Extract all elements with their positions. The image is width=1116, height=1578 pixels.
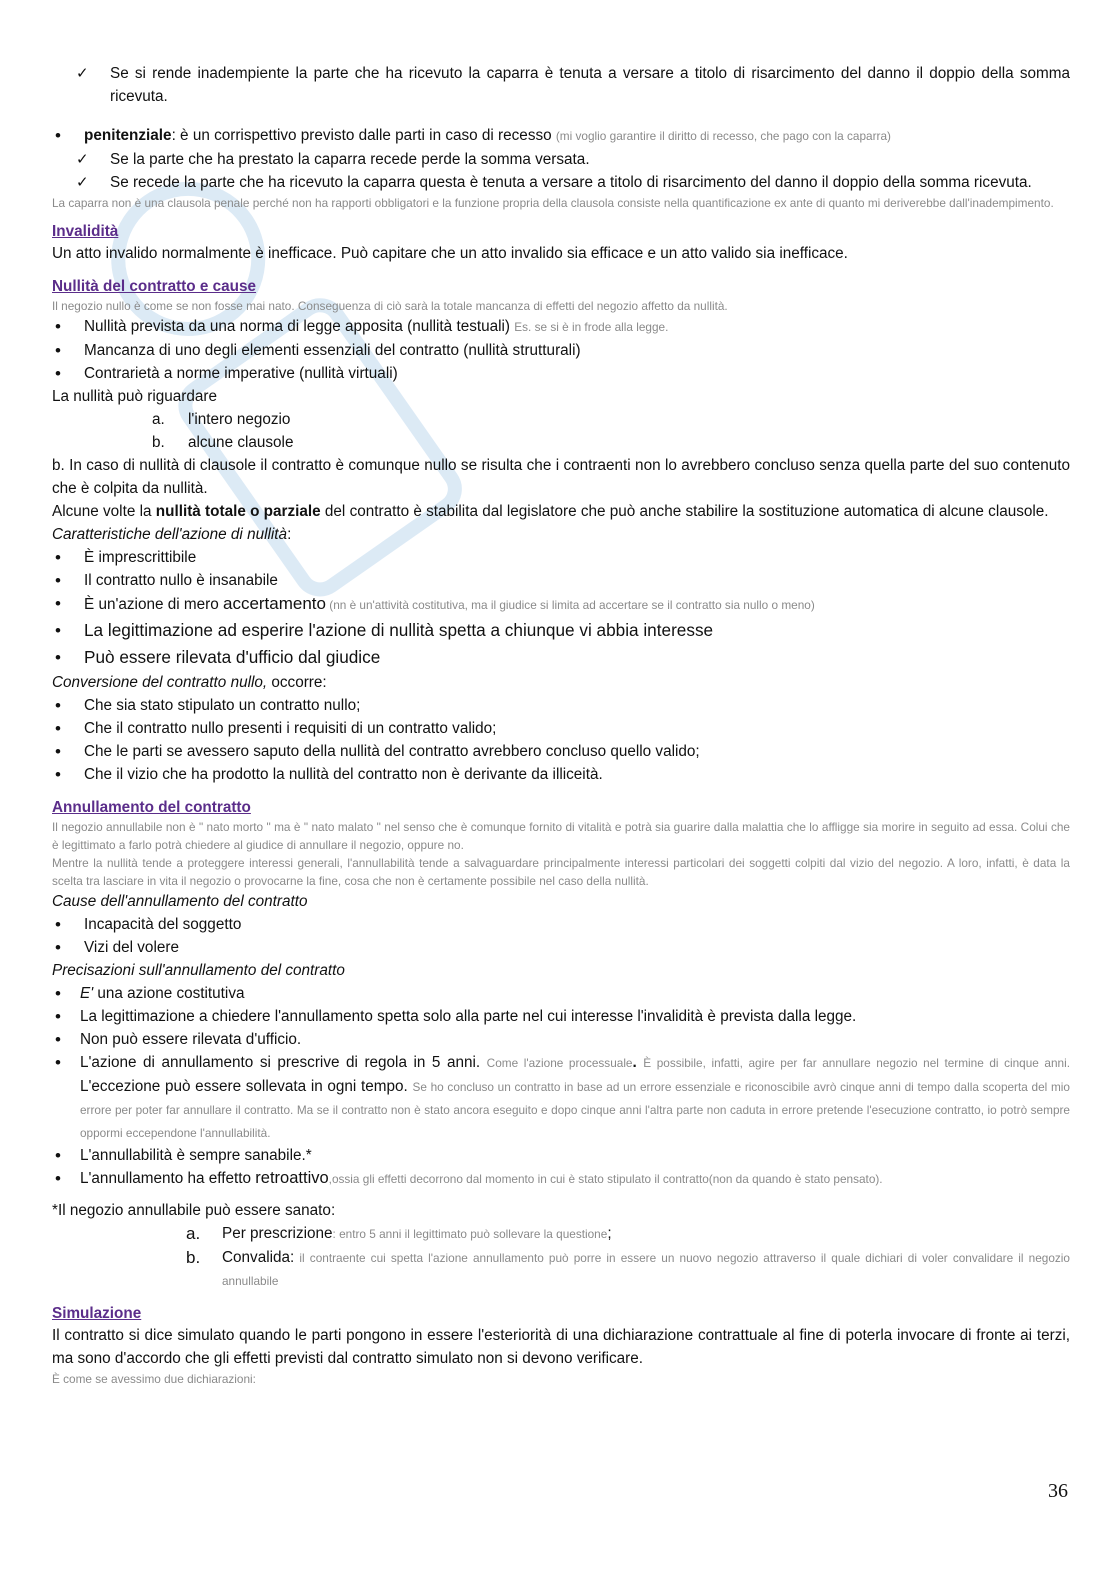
- checkmark-icon: [76, 148, 108, 171]
- checkmark-icon: [76, 62, 108, 85]
- list-item: • Può essere rilevata d'ufficio dal giudice: [52, 644, 1070, 671]
- bullet-icon: [52, 694, 84, 718]
- list-item: • L'annullabilità è sempre sanabile.*: [52, 1144, 1070, 1167]
- list-item: • Non può essere rilevata d'ufficio.: [52, 1028, 1070, 1051]
- paragraph: *Il negozio annullabile può essere sanato:: [52, 1202, 336, 1219]
- bullet-icon: [52, 569, 84, 593]
- bullet-icon: [52, 362, 84, 386]
- subheading: Precisazioni sull'annullamento del contratto: [52, 962, 345, 979]
- list-item: • La legittimazione ad esperire l'azione di nullità spetta a chiunque vi abbia interesse: [52, 617, 1070, 644]
- checkmark-icon: [76, 171, 108, 194]
- bullet-icon: [52, 763, 84, 787]
- bullet-icon: [52, 1028, 84, 1052]
- paragraph: Un atto invalido normalmente è inefficace. Può capitare che un atto invalido sia efficace e un atto valido sia inefficace.: [52, 245, 848, 262]
- check-item: ✓ Se recede la parte che ha ricevuto la caparra questa è tenuta a versare a titolo di risarcimento del danno il doppio della somma ricevuta.: [52, 171, 1070, 194]
- list-item: • Contrarietà a norme imperative (nullità virtuali): [52, 362, 1070, 385]
- bullet-icon: [52, 617, 84, 644]
- bullet-item-penitenziale: • penitenziale: è un corrispettivo previsto dalle parti in caso di recesso (mi voglio garantire il diritto di recesso, che pago con la caparra): [52, 124, 1070, 148]
- note: Il negozio annullabile non è " nato morto " ma è " nato malato " nel senso che è comunque fornito di vitalità e potrà sia guarire dalla malattia che lo affligge sia morire in seguito ad essa. Colui che è legittimato a farlo potrà chiedere al giudice di annullare il negozio, oppure no.: [52, 820, 1070, 852]
- list-item: b. Convalida: il contraente cui spetta l'azione annullamento può porre in essere un nuovo negozio attraverso il quale dichiari di voler convalidare il negozio annullabile: [186, 1248, 1070, 1288]
- paragraph: La nullità può riguardare: [52, 388, 217, 405]
- note: È come se avessimo due dichiarazioni:: [52, 1372, 256, 1386]
- bullet-icon: [52, 717, 84, 741]
- list-item: • L'azione di annullamento si prescrive di regola in 5 anni. Come l'azione processuale. È possibile, infatti, agire per far annullare negozio nel termine di cinque anni. L'eccezione può essere sollevata in ogni tempo. Se ho concluso un contratto in base ad un errore essenziale e riconoscibile avrò cinque anni di tempo dalla scoperta del mio errore per poter far annullare il contratto. Ma se il contratto non è stato ancora eseguito e dopo cinque anni l'altra parte non caduta in errore pretende l'esecuzione contratto, io potrò sempre oppormi eccependone l'annullabilità.: [52, 1051, 1070, 1144]
- paragraph: Il contratto si dice simulato quando le parti pongono in essere l'esteriorità di una dichiarazione contrattuale al fine di poterla invocare di fronte ai terzi, ma sono d'accordo che gli effetti previsti dal contratto simulato non si devono verificare.: [52, 1327, 1070, 1367]
- note: Mentre la nullità tende a proteggere interessi generali, l'annullabilità tende a salvaguardare principalmente interessi particolari dei soggetti colpiti dal vizio del negozio. A loro, infatti, è data la scelta tra lasciare in vita il negozio o provocarne la fine, cosa che non è certamente possibile nel caso della nullità.: [52, 856, 1070, 888]
- bullet-icon: [52, 982, 84, 1006]
- section-title-annullamento: Annullamento del contratto: [52, 799, 251, 816]
- list-item: a. l'intero negozio: [152, 411, 291, 428]
- bullet-icon: [52, 124, 84, 148]
- bullet-icon: [52, 1051, 84, 1075]
- footnote: La caparra non è una clausola penale perché non ha rapporti obbligatori e la funzione propria della clausola consiste nella quantificazione ex ante di quanto mi deriverebbe dall'inadempimento.: [52, 196, 1054, 210]
- list-item: • Mancanza di uno degli elementi essenziali del contratto (nullità strutturali): [52, 339, 1070, 362]
- list-item: • Che il contratto nullo presenti i requisiti di un contratto valido;: [52, 717, 1070, 740]
- list-item: b. alcune clausole: [152, 434, 294, 451]
- bullet-icon: [52, 740, 84, 764]
- list-item: • Che le parti se avessero saputo della nullità del contratto avrebbero concluso quello valido;: [52, 740, 1070, 763]
- bullet-icon: [52, 546, 84, 570]
- list-item: • Il contratto nullo è insanabile: [52, 569, 1070, 592]
- section-title-nullita: Nullità del contratto e cause: [52, 278, 257, 295]
- page-number: 36: [1048, 1480, 1068, 1502]
- list-item: a. Per prescrizione: entro 5 anni il legittimato può sollevare la questione;: [186, 1224, 612, 1243]
- subheading: Cause dell'annullamento del contratto: [52, 893, 308, 910]
- list-item: • Vizi del volere: [52, 936, 1070, 959]
- list-item: • Nullità prevista da una norma di legge apposita (nullità testuali) Es. se si è in frode alla legge.: [52, 315, 1070, 339]
- bullet-icon: [52, 315, 84, 339]
- bullet-icon: [52, 1167, 84, 1191]
- list-item: • Che sia stato stipulato un contratto nullo;: [52, 694, 1070, 717]
- check-item: ✓ Se la parte che ha prestato la caparra recede perde la somma versata.: [52, 148, 1070, 171]
- bullet-icon: [52, 1144, 84, 1168]
- subheading: Caratteristiche dell'azione di nullità:: [52, 526, 292, 543]
- list-item: • Che il vizio che ha prodotto la nullità del contratto non è derivante da illiceità.: [52, 763, 1070, 786]
- bullet-icon: [52, 936, 84, 960]
- paragraph: Alcune volte la nullità totale o parziale del contratto è stabilita dal legislatore che può anche stabilire la sostituzione automatica di alcune clausole.: [52, 503, 1049, 520]
- note: Il negozio nullo è come se non fosse mai nato. Conseguenza di ciò sarà la totale mancanza di effetti del negozio affetto da nullità.: [52, 299, 728, 313]
- section-title-simulazione: Simulazione: [52, 1305, 142, 1322]
- subheading: Conversione del contratto nullo, occorre:: [52, 674, 327, 691]
- bullet-icon: [52, 1005, 84, 1029]
- paragraph: b. In caso di nullità di clausole il contratto è comunque nullo se risulta che i contraenti non lo avrebbero concluso senza quella parte del suo contenuto che è colpita da nullità.: [52, 457, 1070, 497]
- list-item: • L'annullamento ha effetto retroattivo,ossia gli effetti decorrono dal momento in cui è stato stipulato il contratto(non da quando è stato pensato).: [52, 1167, 1070, 1191]
- list-item: • La legittimazione a chiedere l'annullamento spetta solo alla parte nel cui interesse l'invalidità è prevista dalla legge.: [52, 1005, 1070, 1028]
- list-item: • E' una azione costitutiva: [52, 982, 1070, 1005]
- bullet-icon: [52, 592, 84, 616]
- bullet-icon: [52, 339, 84, 363]
- list-item: • Incapacità del soggetto: [52, 913, 1070, 936]
- bullet-icon: [52, 644, 84, 671]
- list-item: • È imprescrittibile: [52, 546, 1070, 569]
- list-item: • È un'azione di mero accertamento (nn è un'attività costitutiva, ma il giudice si limita ad accertare se il contratto sia nullo o meno): [52, 592, 1070, 617]
- check-item: ✓ Se si rende inadempiente la parte che ha ricevuto la caparra è tenuta a versare a titolo di risarcimento del danno il doppio della somma ricevuta.: [52, 62, 1070, 108]
- bullet-icon: [52, 913, 84, 937]
- section-title-invalidita: Invalidità: [52, 223, 119, 240]
